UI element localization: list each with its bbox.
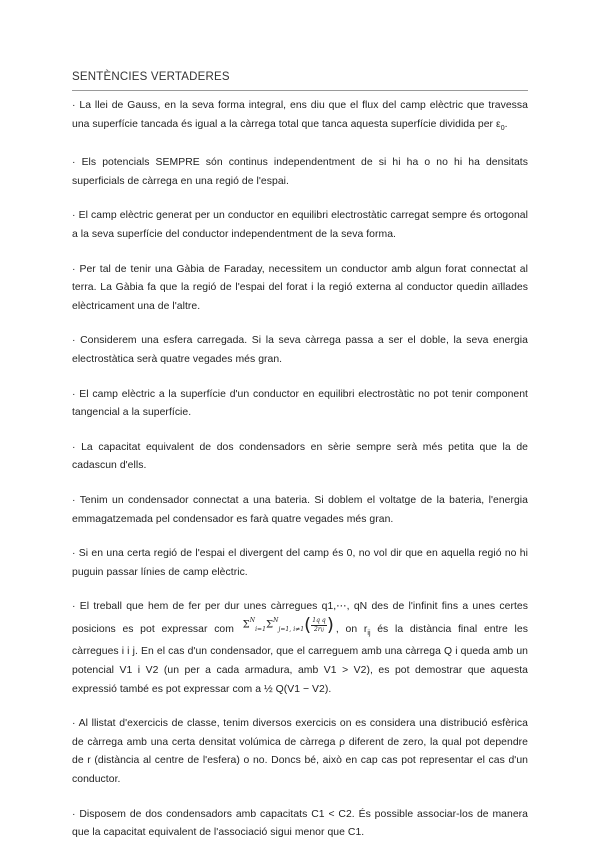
statement-8: · Tenim un condensador connectat a una bateria. Si doblem el voltatge de la bateria, l'energia emmagatzemada pel condensador es farà quatre vegades més gran.: [72, 494, 528, 525]
document-page: [72, 70, 528, 859]
statement-7: · La capacitat equivalent de dos condensadors en sèrie sempre serà més petita que la de cadascun d'ells.: [72, 441, 528, 472]
statement-11: · Al llistat d'exercicis de classe, tenim diversos exercicis on es considera una distribució esfèrica de càrrega amb una certa densitat volúmica de càrrega ρ diferent de zero, la qual pot dependre de r (distància al centre de l'esfera) o no. Doncs bé, això en cap cas pot representar el cas d'un conductor.: [72, 718, 528, 785]
fraction: $\frac{\text{1q q}}{\text{2rij}}$: [312, 616, 326, 633]
statement-1-end: .: [504, 118, 508, 130]
double-sum-formula: $\Sigma^N_{i=1}\Sigma^N_{j=1, i\ne 1}$( $\frac{\text{1q q}}{\text{2rij}}$ ): [242, 614, 334, 636]
title-divider: [72, 90, 528, 91]
statement-10-text: · El treball que hem de fer per dur unes càrregues q1,⋯, qN des de l'infinit fins a unes certes posicions es pot expressar com: [72, 601, 528, 635]
statement-4: · Per tal de tenir una Gàbia de Faraday, necessitem un conductor amb algun forat connectat al terra. La Gàbia fa que la regió de l'espai del forat i la regió externa al conductor quedin aïllades elèctricament una de l'altre.: [72, 263, 528, 312]
statement-1: [72, 97, 528, 138]
statement-10: · El treball que hem de fer per dur unes càrregues q1,⋯, qN des de l'infinit fins a unes certes posicions es pot expressar com $\Sigma^N_{i=1}\Sigma^N_{j=1, i\ne 1}$( $\frac{\text{1q q}}{\text{2rij}}$ ) , on $r_{ij}$ és la distància final entre les càrregues i i j. En el cas d'un condensador, que el carreguem amb una càrrega Q i queda amb un potencial V1 i V2 (un per a cada armadura, amb V1 > V2), es pot demostrar que aquesta expressió també es pot expressar com a ½ Q(V1 − V2).: [72, 601, 528, 695]
statement-10-end: és la distància final entre les càrregues i i j. En el cas d'un condensador, que el carreguem amb una càrrega Q i queda amb un potencial V1 i V2 (un per a cada armadura, amb V1 > V2), es pot demostrar que aquesta expressió també es pot expressar com a ½ Q(V1 − V2).: [72, 623, 528, 695]
statement-3: · El camp elèctric generat per un conductor en equilibri electrostàtic carregat sempre és ortogonal a la seva superfície del conductor independentment de la seva forma.: [72, 210, 528, 241]
page-title: SENTÈNCIES VERTADERES: [72, 71, 230, 83]
statement-1-text: · La llei de Gauss, en la seva forma integral, ens diu que el flux del camp elèctric que travessa una superfície tancada és igual a la càrrega total que tanca aquesta superfície dividida per ε: [72, 100, 528, 130]
statement-9: · Si en una certa regió de l'espai el divergent del camp és 0, no vol dir que en aquella regió no hi puguin passar línies de camp elèctric.: [72, 548, 528, 578]
statement-2: · Els potencials SEMPRE són continus independentment de si hi ha o no hi ha densitats superficials de càrrega en una regió de l'espai.: [72, 157, 528, 187]
statement-12: · Disposem de dos condensadors amb capacitats C1 < C2. És possible associar-los de manera que la capacitat equivalent de l'associació sigui menor que C1.: [72, 808, 528, 839]
statement-10-mid: , on r: [335, 623, 368, 635]
statement-6: · El camp elèctric a la superfície d'un conductor en equilibri electrostàtic no pot tenir component tangencial a la superfície.: [72, 388, 528, 419]
epsilon-subscript: 0: [500, 124, 505, 132]
statement-5: · Considerem una esfera carregada. Si la seva càrrega passa a ser el doble, la seva energia electrostàtica serà quatre vegades més gran.: [72, 335, 528, 366]
